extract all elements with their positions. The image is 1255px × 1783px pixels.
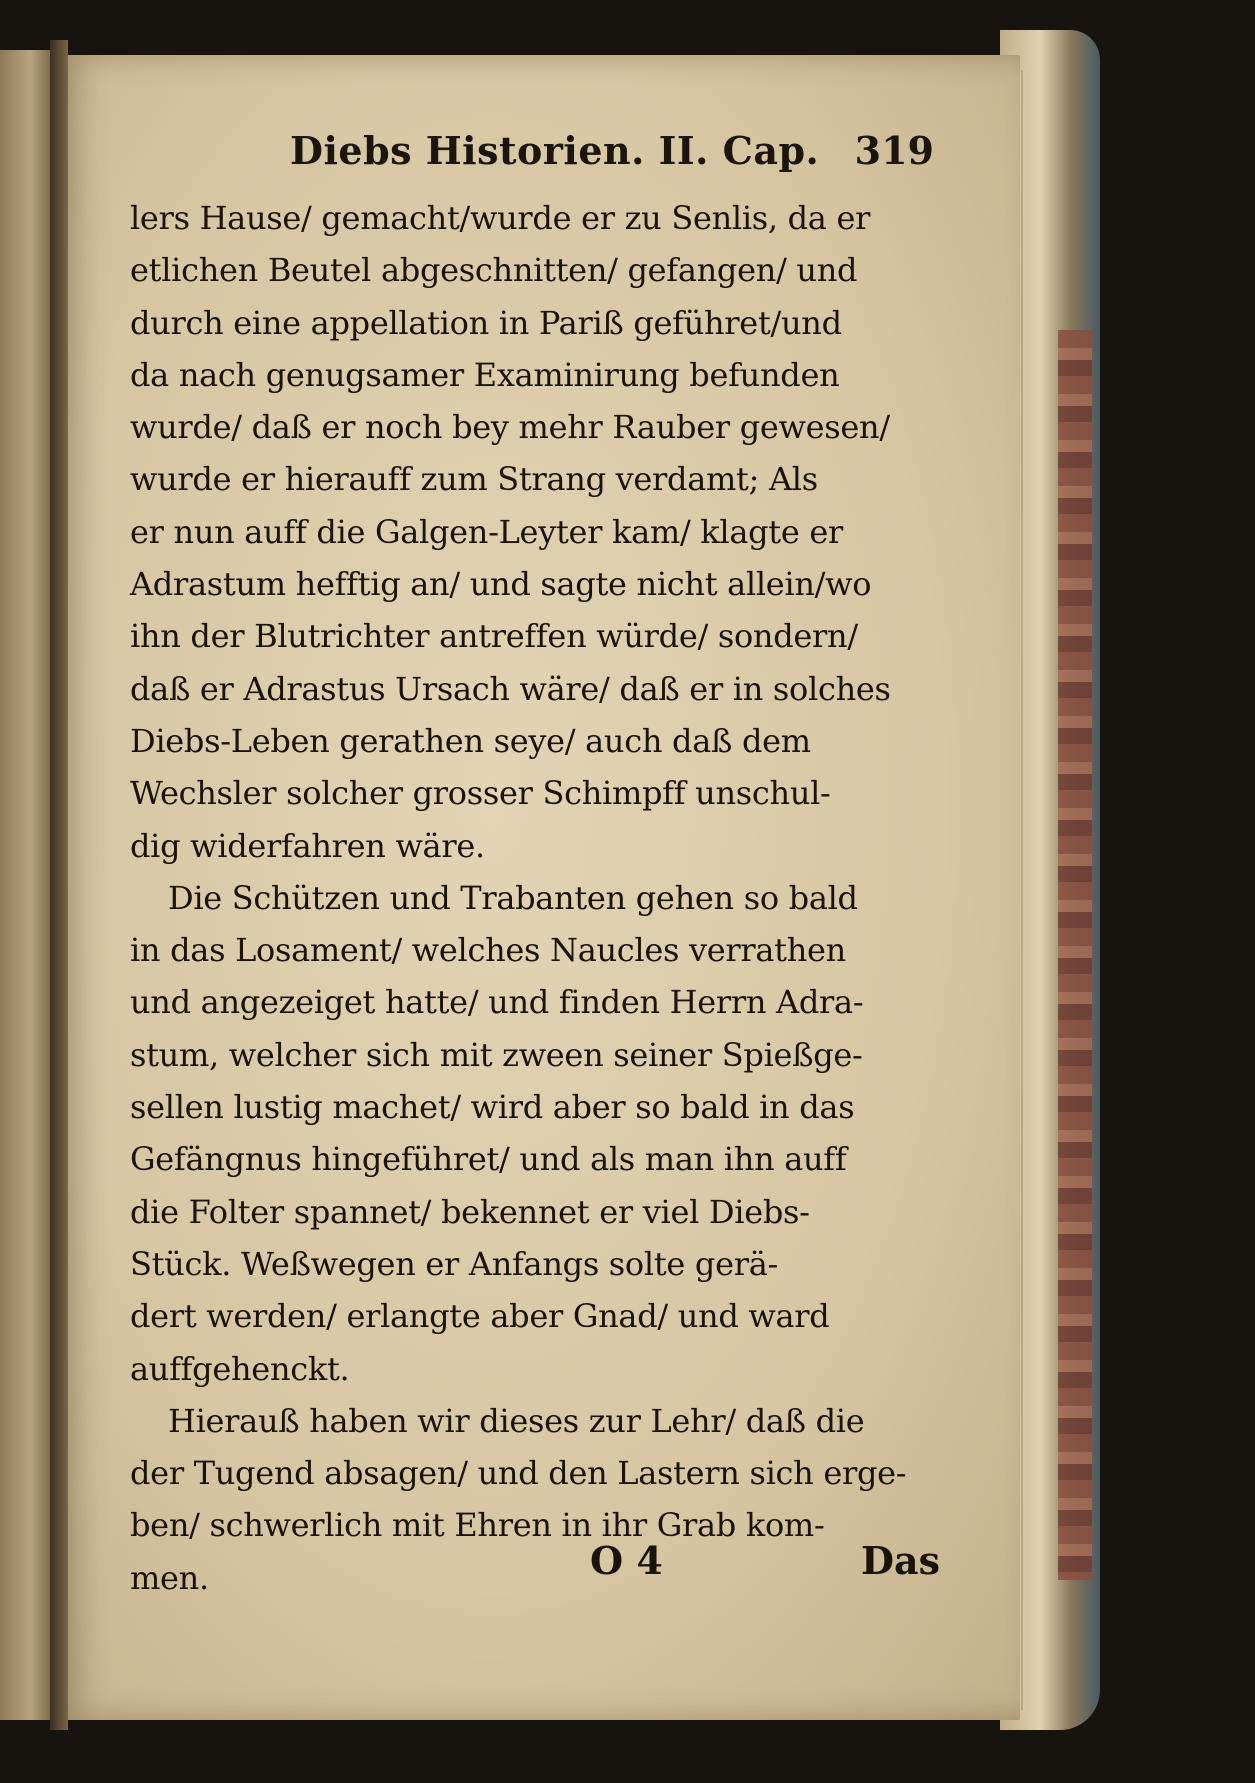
text-line: lers Hause/ gemacht/wurde er zu Senlis, da er xyxy=(130,199,871,237)
paragraph-start-line: Die Schützen und Trabanten gehen so bald xyxy=(168,878,858,917)
text-line: sellen lustig machet/ wird aber so bald in das xyxy=(130,1088,855,1127)
text-line: wurde er hierauff zum Strang verdamt; Als xyxy=(130,460,818,499)
text-line: der Tugend absagen/ und den Lastern sich erge- xyxy=(130,1454,907,1493)
text-line: etlichen Beutel abgeschnitten/ gefangen/ und xyxy=(130,251,858,290)
text-line: da nach genugsamer Examinirung befunden xyxy=(130,355,840,394)
page-number: 319 xyxy=(854,128,934,173)
running-title: Diebs Historien. II. Cap. xyxy=(290,128,820,173)
text-line: Gefängnus hingeführet/ und als man ihn auff xyxy=(130,1140,847,1179)
text-line: er nun auff die Galgen-Leyter kam/ klagte er xyxy=(130,512,843,551)
text-line: Wechsler solcher grosser Schimpff unschul- xyxy=(130,774,831,813)
signature-mark: O 4 xyxy=(590,1538,663,1583)
text-line: durch eine appellation in Pariß geführet/und xyxy=(130,303,842,342)
catchword: Das xyxy=(861,1538,940,1583)
text-line: dig widerfahren wäre. xyxy=(130,826,485,865)
text-line: stum, welcher sich mit zween seiner Spießge- xyxy=(130,1035,863,1074)
text-line: Diebs-Leben gerathen seye/ auch daß dem xyxy=(130,721,811,760)
text-line: men. xyxy=(130,1558,209,1597)
text-line: ihn der Blutrichter antreffen würde/ sondern/ xyxy=(130,617,858,656)
cover-marbled-strip xyxy=(1058,330,1092,1580)
page-footer xyxy=(590,1538,960,1588)
text-line: in das Losament/ welches Naucles verrathen xyxy=(130,931,846,970)
left-page-edge xyxy=(0,50,56,1720)
body-text xyxy=(130,192,960,1604)
text-line: wurde/ daß er noch bey mehr Rauber gewesen/ xyxy=(130,408,890,447)
text-line: die Folter spannet/ bekennet er viel Diebs- xyxy=(130,1192,810,1231)
text-line: dert werden/ erlangte aber Gnad/ und ward xyxy=(130,1297,830,1336)
book-gutter xyxy=(50,40,68,1730)
text-line: daß er Adrastus Ursach wäre/ daß er in solches xyxy=(130,669,891,708)
text-line: auffgehenckt. xyxy=(130,1349,350,1388)
text-line: und angezeiget hatte/ und finden Herrn Adra- xyxy=(130,983,864,1022)
page-header xyxy=(290,128,940,178)
text-line: Stück. Weßwegen er Anfangs solte gerä- xyxy=(130,1244,779,1283)
paragraph-start-line: Hierauß haben wir dieses zur Lehr/ daß die xyxy=(168,1401,865,1440)
text-line: Adrastum hefftig an/ und sagte nicht allein/wo xyxy=(130,565,872,604)
text-line: ben/ schwerlich mit Ehren in ihr Grab kom- xyxy=(130,1506,825,1545)
